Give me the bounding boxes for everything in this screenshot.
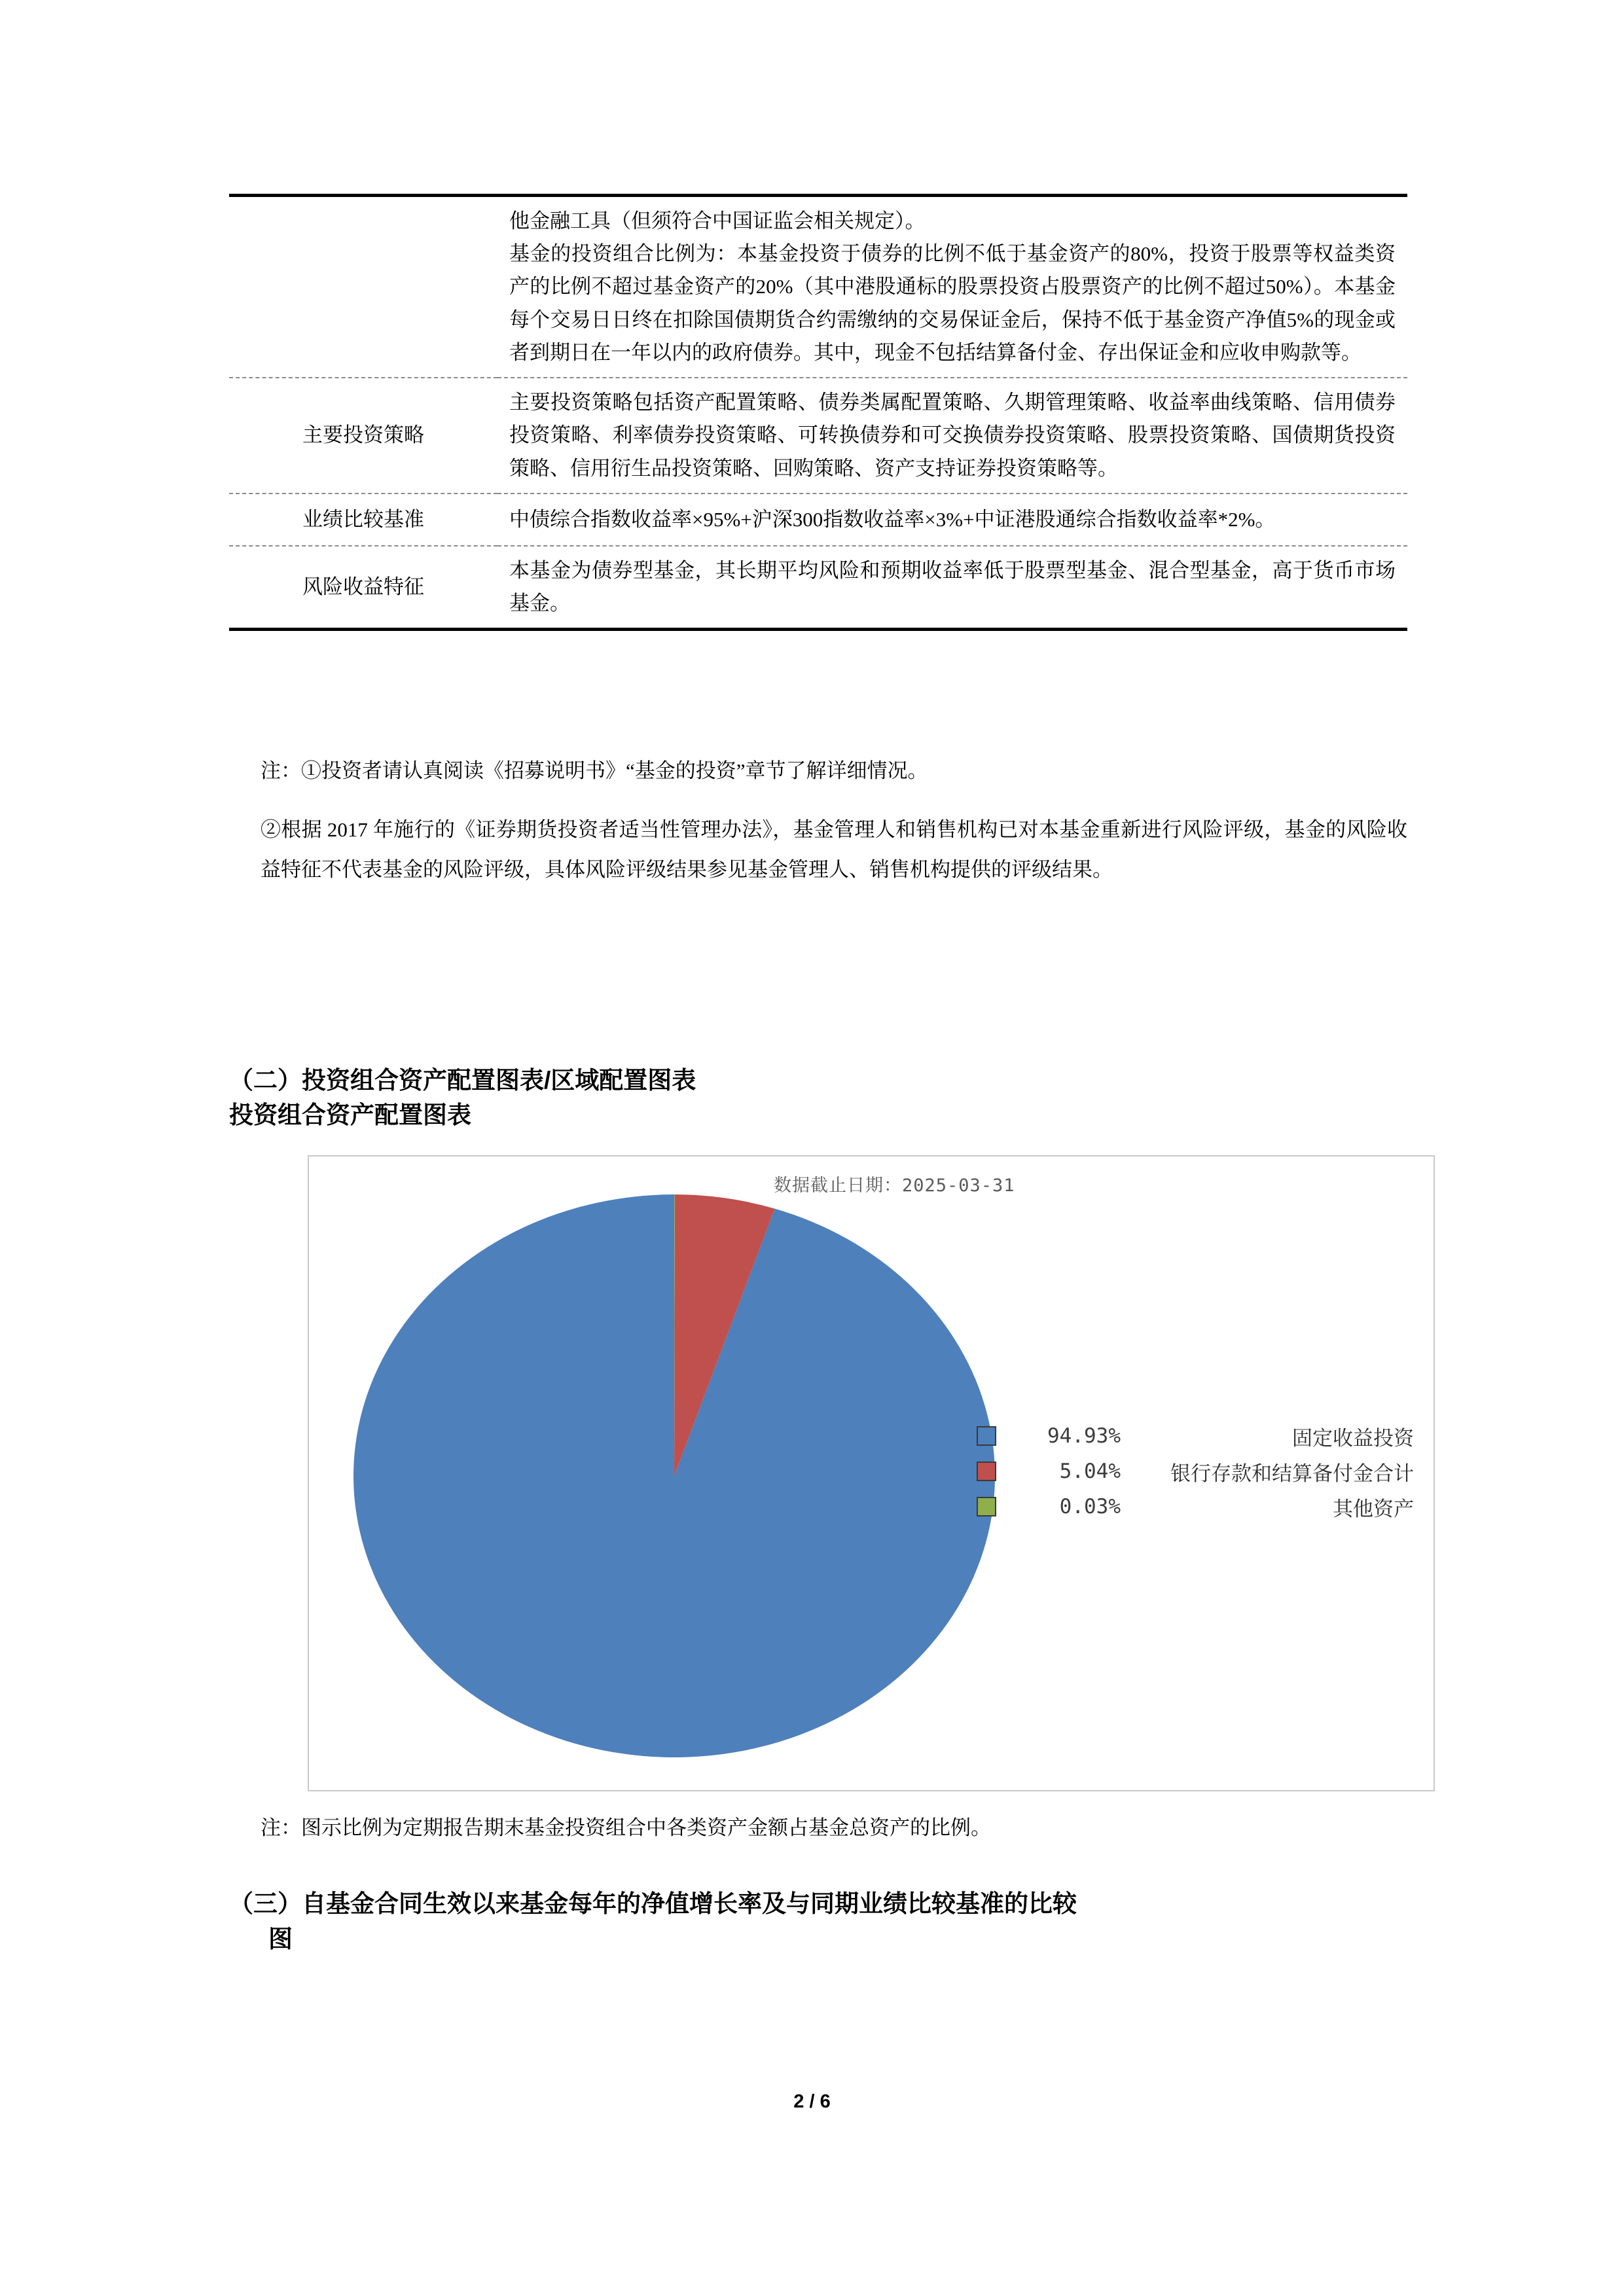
row-paragraph: 基金的投资组合比例为：本基金投资于债券的比例不低于基金资产的80%，投资于股票等权益类资产的比例不超过基金资产的20%（其中港股通标的股票投资占股票资产的比例不超过50%）。本基金每个交易日日终在扣除国债期货合约需缴纳的交易保证金后，保持不低于基金资产净值5%的现金或者到期日在一年以内的政府债券。其中，现金不包括结算备付金、存出保证金和应收申购款等。 (509, 242, 1396, 364)
row-paragraph: 主要投资策略包括资产配置策略、债券类属配置策略、久期管理策略、收益率曲线策略、信用债券投资策略、利率债券投资策略、可转换债券和可交换债券投资策略、股票投资策略、国债期货投资策略、信用衍生品投资策略、回购策略、资产支持证券投资策略等。 (509, 391, 1396, 480)
heading-section-three (229, 1886, 1414, 1956)
heading-section-three-line2: 图 (268, 1925, 293, 1952)
legend-label: 银行存款和结算备付金合计 (1170, 1462, 1414, 1485)
table-row (229, 196, 1407, 378)
pie-svg (340, 1181, 1008, 1770)
legend-value: 94.93% (1047, 1424, 1121, 1448)
note-item-2: ②根据 2017 年施行的《证券期货投资者适当性管理办法》，基金管理人和销售机构已对本基金重新进行风险评级，基金的风险收益特征不代表基金的风险评级，具体风险评级结果参见基金管理人、销售机构提供的评级结果。 (261, 818, 1407, 881)
legend-item (977, 1454, 1435, 1489)
row-label: 风险收益特征 (229, 546, 497, 630)
row-content (497, 378, 1407, 493)
row-content (497, 196, 1407, 378)
heading-section-three-line1: （三）自基金合同生效以来基金每年的净值增长率及与同期业绩比较基准的比较 (229, 1890, 1077, 1917)
chart-legend (977, 1418, 1435, 1524)
row-label: 主要投资策略 (229, 378, 497, 493)
row-label: 业绩比较基准 (229, 493, 497, 546)
legend-value: 0.03% (1059, 1495, 1121, 1518)
chart-date-annotation: 数据截止日期：2025-03-31 (774, 1175, 1015, 1196)
row-label (229, 196, 497, 378)
row-paragraph: 他金融工具（但须符合中国证监会相关规定）。 (509, 209, 926, 232)
table-notes (229, 751, 1407, 909)
table-row (229, 378, 1407, 493)
heading-subsection-asset-allocation: 投资组合资产配置图表 (229, 1102, 471, 1128)
legend-item (977, 1489, 1435, 1524)
legend-swatch-icon (977, 1497, 996, 1516)
row-paragraph: 中债综合指数收益率×95%+沪深300指数收益率×3%+中证港股通综合指数收益率*2%。 (509, 507, 1276, 531)
legend-swatch-icon (977, 1426, 996, 1446)
fund-info-table (229, 194, 1407, 631)
chart-inner (309, 1157, 1434, 1790)
heading-section-two: （二）投资组合资产配置图表/区域配置图表 (229, 1067, 696, 1094)
row-content (497, 493, 1407, 546)
legend-item (977, 1418, 1435, 1454)
row-paragraph: 本基金为债券型基金，其长期平均风险和预期收益率低于股票型基金、混合型基金，高于货币市场基金。 (509, 558, 1396, 615)
table-row (229, 493, 1407, 546)
legend-value: 5.04% (1059, 1460, 1121, 1483)
asset-allocation-pie-chart (308, 1155, 1435, 1791)
legend-label: 固定收益投资 (1292, 1426, 1414, 1450)
page-footer: 2 / 6 (793, 2091, 831, 2112)
legend-label: 其他资产 (1333, 1497, 1414, 1520)
legend-swatch-icon (977, 1462, 996, 1481)
chart-note: 注：图示比例为定期报告期末基金投资组合中各类资产金额占基金总资产的比例。 (261, 1816, 991, 1839)
note-item-1: 注：①投资者请认真阅读《招募说明书》“基金的投资”章节了解详细情况。 (261, 759, 928, 782)
row-content (497, 546, 1407, 630)
table-row (229, 546, 1407, 630)
